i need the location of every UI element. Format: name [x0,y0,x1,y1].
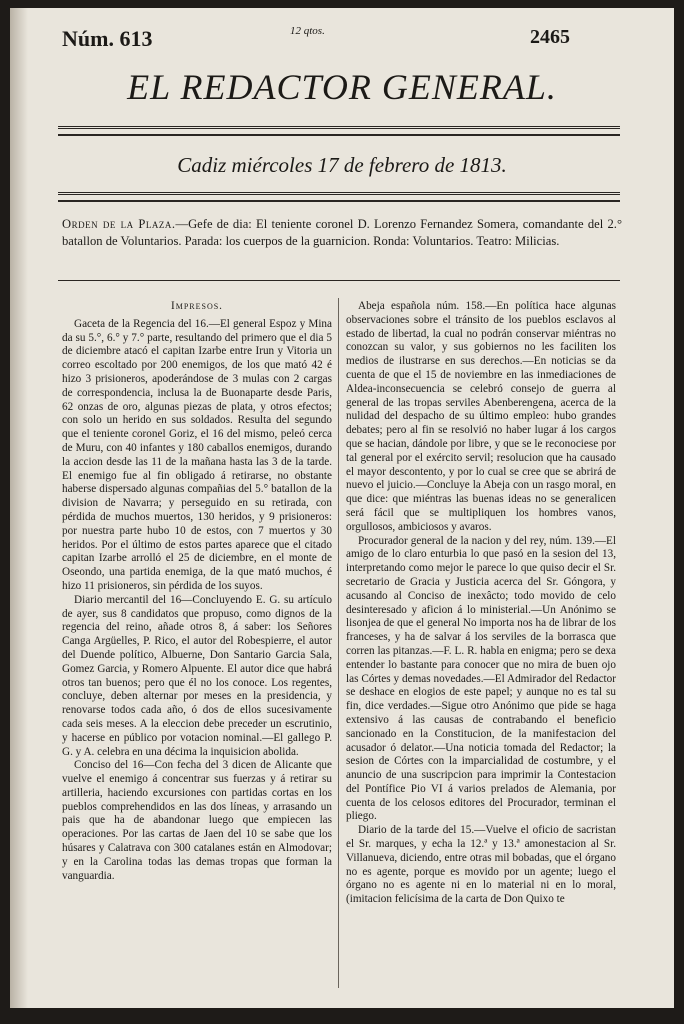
dateline: Cadiz miércoles 17 de febrero de 1813. [177,153,507,177]
page-binding-edge [10,8,28,1008]
issue-number: Núm. 613 [62,26,153,51]
newspaper-page [10,8,674,1008]
orden-text: —Gefe de dia: El teniente coronel D. Lorenzo Fernandez Somera, comandante del 2.° batallon de Voluntarios. Parada: los cuerpos de la guarnicion. Ronda: Voluntarios. Teatro: Milicias. [62,217,622,248]
right-column [346,300,616,907]
section-rule [58,280,620,281]
article-diario-mercantil: Diario mercantil del 16—Concluyendo E. G. su artículo de ayer, sus 8 candidatos que propuso, como dignos de la regencia del reino, añade otros 8, á saber: los Señores Canga Argüelles, P. Rico, el autor del Robespierre, el autor del Duende político, Albuerne, Don Santario Garcia Sala, Gomez Garcia, y Romero Alpuente. El autor dice que habrá otros tan buenos; pero que él no los conoce. Los regentes, concluye, deben alternar por meses en la presidencia, y renovarse todos cada año, ó dos de ellos sucesivamente cada seis meses. A la eleccion debe preceder un escrutinio, y hacerse en público por votacion nominal.—El gallego P. G. y A. celebra en una décima la inquisicion abolida. [62,593,332,758]
left-column [62,300,332,883]
article-procurador-general: Procurador general de la nacion y del rey, núm. 139.—El amigo de lo claro enturbia lo que pasó en la sesion del 13, interpretando como mejor le parece lo que quiso decir el Sr. secretario de Gracia y Justicia acerca del Sr. Góngora, y acusando al Conciso de inexâcto; todo movido de celo desinteresado y aficion á lo ministerial.—Un Anónimo se lisonjea de que el general No importa nos ha de librar de los franceses, y ha de salvar á los serviles de la borrasca que corren las pitanzas.—F. L. R. habla en enigma; pero se dexa entender lo bastante para conocer que no mira de buen ojo las Córtes y demas novedades.—El Admirador del Redactor se deshace en elogios de este papel; y aunque no es tal su fin, dice verdades.—Sigue otro Anónimo que pide se haga extensivo á las causas de contrabando el beneficio sancionado en la Constitucion, de la manifestacion del acusador ó delator.—Una noticia tomada del Redactor; la sesion de Córtes con la imparcialidad de costumbre, y el anuncio de una suscripcion para imprimir la Contestacion del Pontífice Pio VI á varios prelados de Alemania, por cuenta de los celosos editores del Procurador, terminan el pliego. [346,534,616,823]
section-heading-impresos: Impresos. [171,300,223,312]
article-gaceta-regencia: Gaceta de la Regencia del 16.—El general Espoz y Mina da su 5.°, 6.° y 7.° parte, resultando del primero que el dia 5 de diciembre atacó el capitan Izarbe entre Irun y Vitoria un correo escoltado por 200 enemigos, de los que mató 42 é hizo 3 prisioneros, apoderándose de 3 mulas con 2 cargas de correspondencia, inclusa la de Buonaparte desde Paris, 62 onzas de oro, algunas piezas de plata, y otros efectos; con solo un herido en sus soldados. Resulta del segundo que el teniente coronel Goriz, el 16 del mismo, peleó cerca de Muru, con 40 infantes y 180 caballos enemigos, durando la accion desde las 11 de la mañana hasta las 3 de la tarde. El enemigo fue al fin obligado á retirarse, no obstante haberse dispersado algunas compañias del 5.° batallon de la division de Navarra; y perseguido en su retirada, con pérdida de muchos muertos, 130 heridos, y 9 prisioneros: por nuestra parte hubo 10 de estos, con 7 muertos y 30 heridos. Por el último de estos partes aparece que el citado capitan Izarbe arrolló el 25 de diciembre, en el monte de Oseondo, una partida enemiga, de la que mató muchos, é hizo 11 prisioneros, sin pérdida de los suyos. [62,317,332,592]
folio-number: 2465 [530,26,570,48]
article-diario-tarde: Diario de la tarde del 15.—Vuelve el oficio de sacristan el Sr. marques, y echa la 12.ª y 13.ª amonestacion al Sr. Villanueva, diciendo, entre otras mil bobadas, que el órgano no es agente, porque es movido por un agente; luego el órgano no es agente ni en lo material ni en lo moral, (imitacion felicísima de la carta de Don Quixo te [346,824,616,906]
orden-de-la-plaza [62,216,622,250]
issue-price: 12 qtos. [290,25,325,37]
orden-label: Orden de la Plaza. [62,217,176,231]
column-divider [338,298,339,988]
article-conciso: Conciso del 16—Con fecha del 3 dicen de Alicante que vuelve el enemigo á concentrar sus fuerzas y á retirar su artilleria, haciendo excursiones con partidas cortas en los pueblos comprehendidos en las dos líneas, y arrasando un pais que ha de abandonar luego que empiecen las operaciones. Por las cartas de Jaen del 10 se sabe que los húsares y Calatrava con 300 catalanes están en Almodovar; y en la Carolina todas las demas tropas que forman la vanguardia. [62,759,332,882]
dateline-rule-top [58,192,620,197]
dateline-rule-bottom [58,200,620,202]
masthead-rule-top [58,126,620,131]
newspaper-title: EL REDACTOR GENERAL. [127,67,557,107]
article-abeja-espanola: Abeja española núm. 158.—En política hace algunas observaciones sobre el tránsito de los pueblos esclavos al estado de libertad, la cual no podrán conservar miéntras no conozcan su valor, y sus gobiernos no les faciliten los medios de ilustrarse en sus derechos.—En noticias se da cuenta de que el 15 de noviembre en las inmediaciones de Aldea-inconsecuencia se celebró consejo de guerra al general de las tropas serviles Abenberengena, acerca de la nulidad del despacho de su último empleo: hubo grandes debates; pero al fin se resolvió no haber lugar á los cargos que se hacian, dándole por libre, y que se le reconociese por tal general por el exército servil; resolucion que ha causado el mayor descontento, y por lo cual se cree que se abrirá de nuevo el juicio.—Concluye la Abeja con un rasgo moral, en que dice: que miéntras las buenas ideas no se generalicen será fácil que se multipliquen los hombres vanos, orgullosos, ambiciosos y avaros. [346,300,616,533]
masthead-rule-bottom [58,134,620,136]
